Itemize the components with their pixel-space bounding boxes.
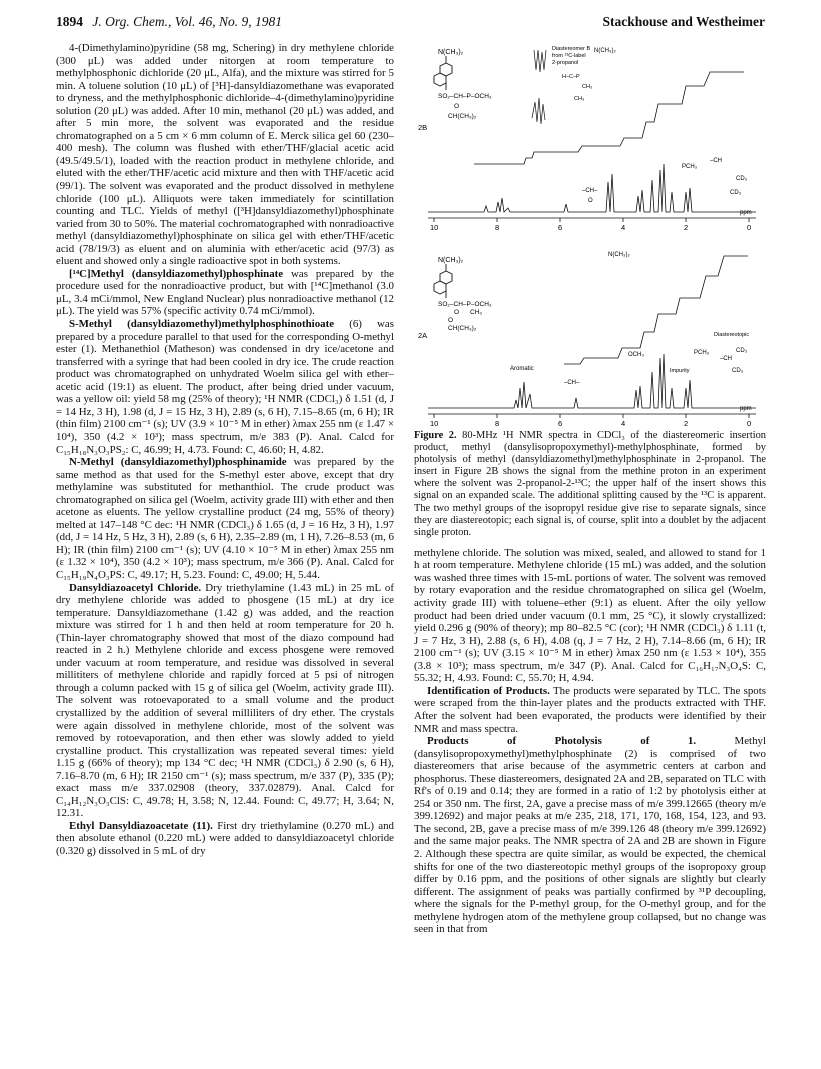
peak-label: OCH₃ [628,352,644,358]
insert-13c [532,46,616,124]
run-in-title: [¹⁴C]Methyl (dansyldiazomethyl)phosphinate [69,267,284,280]
paragraph-text: was prepared by the procedure used for the nonradioactive product, but with [¹⁴C]methanol (3.0 μL, 3.4 mCi/mmol, New England Nuclear) plus nonradioactive methanol (12 μL). The yield was 57% (specific activity 0.74 mCi/mmol). [56,267,394,318]
structure-label: SO₂–CH–P–OCH₃ [438,93,492,100]
peak-label: Impurity [670,368,690,374]
page-header [56,14,765,34]
peak-label: O [588,198,593,204]
peak-label: CD₃ [736,348,748,354]
structure-label: O [454,309,460,316]
structure-label: N(CH₃)₂ [438,49,464,56]
peak-label: –CH– [564,380,580,386]
integral-curve [564,256,748,364]
header-authors: Stackhouse and Westheimer [602,14,765,29]
paragraph-text: was prepared by the same method as that used for the S-methyl ester above, except that dry methylamine was substituted for methanthiol. The crude product was chromatographed on silica gel (Woelm, activity grade III) with ether and then acetone as eluents. The yellow crystalline product (24 mg, 55% of theory) melted at 147–148 °C dec: ¹H NMR (CDCl₃) δ 1.65 (d, J = 16 Hz, 3 H), 1.97 (dd, J = 14 Hz, 5 Hz, 3 H), 2.89 (s, 6 H), 2.35–2.89 (m, 1 H), 7.26–8.53 (m, 6 H); IR (thin film) 2100 cm⁻¹ (s); UV (4.10 × 10⁻⁵ M in ether) λmax 255 nm (ε 1.32 × 10⁴), 350 (4.2 × 10³); mass spectrum, m/e 366 (P). Anal. Calcd for C₁₅H₁₉N₄O₃PS: C, 49.17; H, 5.23. Found: C, 49.00; H, 5.44. [56,456,394,581]
tick-label: 10 [430,223,439,232]
insert-caption: 2-propanol [552,60,579,66]
panel-2a [418,252,756,426]
paragraph [414,547,766,685]
peak-label: –CH– [582,188,598,194]
paragraph-text: First dry triethylamine (0.270 mL) and then absolute ethanol (0.220 mL) were added to dansyldiazoacetyl chloride (0.320 g) dissolved in 5 mL of dry [56,819,394,857]
nmr-spectra-svg [414,42,766,426]
left-column [56,42,394,858]
paragraph [56,268,394,318]
caption-text: 80-MHz ¹H NMR spectra in CDCl₃ of the diastereomeric insertion product, methyl (dansylisopropoxymethyl)-methylphosphinate, formed by photolysis of methyl (dansyldiazomethyl)methylphosphinate in 2-propanol. The insert in Figure 2B shows the signal from the methine proton in an experiment where the solvent was 2-propanol-2-¹³C; the upper half of the insert shows this signal on an expanded scale. The additional splitting caused by the ¹³C is apparent. The two methyl groups of the isopropyl residue give rise to separate signals, since they are diastereotopic; each signal is, of course, split into a doublet by the adjacent single proton. [414,430,766,538]
integral-curve [474,72,744,164]
tick-label: 8 [495,223,500,232]
panel-label: 2A [418,331,428,340]
paragraph [56,456,394,581]
structure-label: CH(CH₃)₂ [448,325,477,332]
insert-trace [534,50,546,72]
tick-label: 10 [430,419,439,426]
peak-label: CD₃ [736,176,748,182]
naphthalene-ring [434,73,446,86]
insert-fragment: H–C–P [562,74,580,80]
paragraph [56,318,394,456]
peak-label: CD₃ [730,190,742,196]
tick-label: 2 [684,223,689,232]
paragraph-text: The products were separated by TLC. The spots were scraped from the thin-layer plates and the products extracted with THF. After the solvent had been evaporated, the products were identified by their NMR and mass spectra. [414,684,766,735]
structure-label: O [454,103,460,110]
insert-trace [532,98,545,124]
section-heading: Products of Photolysis of 1. [427,735,697,748]
paragraph [56,42,394,268]
structure-label: N(CH₃)₂ [594,48,616,54]
axis-label: ppm [740,210,752,216]
paragraph [56,820,394,858]
naphthalene-ring [434,281,446,294]
caption-label: Figure 2. [414,430,457,441]
peak-label: CD₃ [732,368,744,374]
peak-label: N(CH₃)₂ [608,252,630,258]
tick-label: 6 [558,223,563,232]
insert-fragment: CH₃ [574,96,585,102]
insert-caption: from ¹³C-label [552,53,586,59]
run-in-title: S-Methyl (dansyldiazomethyl)methylphosphinothioate [69,318,335,331]
paragraph [414,685,766,735]
run-in-title: Ethyl Dansyldiazoacetate (11). [69,819,213,832]
structure-label: CH(CH₃)₂ [448,113,477,120]
panel-label: 2B [418,123,428,132]
header-citation [56,14,282,30]
tick-label: 8 [495,419,500,426]
axis-ticks [434,414,749,418]
section-heading: Identification of Products. [427,684,550,697]
tick-label: 0 [747,223,752,232]
insert-fragment: CH₃ [582,84,593,90]
peak-label: PCH₃ [694,350,710,356]
run-in-title: N-Methyl (dansyldiazomethyl)phosphinamide [69,456,287,469]
paragraph-text: Dry triethylamine (1.43 mL) in 25 mL of dry methylene chloride was added to phosgene (15 mL) at dry ice temperature. Dansyldiazomethane (1.42 g) was added, and the reaction mixture was stirred for 1 h and then held at room temperature for 20 h. (Thin-layer chromatography showed that most of the diazo compound had reacted in 2 h.) Methylene chloride and excess phosgene were removed under vacuum at room temperature, and residue was dissolved in several millititers of methylene chloride and rapidly forced at 5 psi of nitrogen through a column packed with 15 g of silica gel (Woelm, activity grade III). The solvent was rotoevaporated to a small volume and the product crystallized by the addition of several milliliters of dry ether. The crystals were again dissolved in methylene chloride, most of the solvent was removed by rotoevaporation, and then ether was slowly added to yield crystalline product. This crystallization was repeated several times: yield 1.15 g (66% of theory); mp 134 °C dec; ¹H NMR (CDCl₃) δ 2.90 (s, 6 H), 7.16–8.70 (m, 6 H); IR 2150 cm⁻¹ (s); mass spectrum, m/e 337 (P), 335 (P); exact mass m/e 337.02908 (theory, 337.02879). Anal. Calcd for C₁₄H₁₂N₃O₃ClS: C, 49.78; H, 3.58; N, 12.44. Found: C, 49.77; H, 3.64; N, 12.31. [56,581,394,820]
insert-caption: Diastereomer B [552,46,591,52]
run-in-title: Dansyldiazoacetyl Chloride. [69,581,202,594]
paragraph-text: Methyl (dansylisopropoxymethyl)methylphosphinate (2) is comprised of two diastereomers that arise because of the asymmetric centers at carbon and phosphorus. These diastereomers, designated 2A and 2B, separated on TLC with Rf's of 0.19 and 0.14; they are formed in a ratio of 1:2 by photolysis either at 254 or 350 nm. The first, 2A, gave a precise mass of m/e 399.12665 (theory m/e 399.12692) and major peaks at m/e 235, 218, 171, 170, 168, 154, 123, and 93. The second, 2B, gave a precise mass of m/e 399.126 48 (theory m/e 399.12692) and the same major peaks. The NMR spectra of 2A and 2B are shown in Figure 2. Although these spectra are quite similar, as would be expected, the chemical shifts for one of the two diastereotopic methyl groups of the isopropoxy group differ by 0.16 ppm, and the positions of other signals are slightly but clearly different. The assignment of peaks was partially confirmed by ³¹P decoupling, where the signals for the P-methyl group, for the O-methyl group, and for the methylene hydrogen atom of the methylene group collapsed, but no change was seen in that from [414,735,767,936]
axis-label: ppm [740,406,752,412]
paragraph [414,735,766,936]
structure-label: O [448,317,454,324]
peak-label: Aromatic [510,366,534,372]
right-column-text [414,547,766,936]
tick-label: 4 [621,419,626,426]
panel-2b [418,46,756,232]
peak-label: –CH [710,158,723,164]
right-column [414,42,766,936]
tick-label: 4 [621,223,626,232]
axis-ticks [434,218,749,222]
paragraph-text: (6) was prepared by a procedure parallel to that used for the corresponding O-methyl ester (1). Methanethiol (Matheson) was condensed in dry ice/acetone and transferred with a syringe that had been cooled in dry ice. The crude reaction product was chromatographed on unhydrated Woelm silica gel with ether–acetic acid (19:1) as eluent. The product, after being dried under vacuum, was a yellow oil: yield 58 mg (25% of theory); ¹H NMR (CDCl₃) δ 1.51 (d, J = 14 Hz, 3 H), 1.98 (d, J = 15 Hz, 3 H), 2.89 (s, 6 H), 7.15–8.65 (m, 6 H); IR (thin film) 2100 cm⁻¹ (s); UV (3.9 × 10⁻⁵ M in ether) λmax 255 nm (ε 1.47 × 10⁴), 350 (4.2 × 10³); mass spectrum, m/e 383 (P). Anal. Calcd for C₁₅H₁₈N₃O₃PS₂: C, 46.99; H, 4.73. Found: C, 46.60; H, 4.82. [56,318,394,456]
tick-label: 6 [558,419,563,426]
spectrum-trace [428,354,756,408]
peak-label: –CH [720,356,733,362]
peak-label: Diastereotopic [714,332,750,338]
peak-label: PCH₃ [682,164,698,170]
paragraph-text: 4-(Dimethylamino)pyridine (58 mg, Schering) in dry methylene chloride (300 μL) was added under nitorgen at room temperature to methylphosphonic dichloride (20 μL, Alfa), and the mixture was stirred for 5 min. A toluene solution (10 μL) of [³H]-dansyldiazomethane was evaporated to dryness, and the methylphosphonic dichloride–4-(dimethylamino)pyridine solution (20 μL) was added. After 10 min, methanol (20 μL) was added, and after 5 min more, the solvent was evaporated and the residue chromatographed on a 5 cm × 6 mm column of E. Merck silica gel 60 (230–400 mesh). The column was flushed with ether/THF/glacial acetic acid (49.5/49.5/1), loaded with the reaction product in methylene chloride, and eluted with the ether/THF/acetic acid mixture and then with THF/acetic acid (99/1). The solvent was evaporated and the product dissolved in methylene chloride (100 μL). Alliquots were taken immediately for scintillation counting and TLC. Yields of methyl ([³H]dansyldiazomethyl)phosphinate varied from 30 to 50%. The material cochromatographed with nonradioactive methyl (dansyldiazomethyl)phosphinate on silica gel with ether/THF/acetic acid (78/19/3) as eluent and on aluminia with ether/acetic acid (97/3) as eluent and showed only a single radioactive spot in both systems. [56,42,394,268]
page-number: 1894 [56,14,83,29]
structure-label: N(CH₃)₂ [438,257,464,264]
journal-name: J. Org. Chem., Vol. 46, No. 9, 1981 [92,14,282,29]
paragraph-text: methylene chloride. The solution was mixed, sealed, and allowed to stand for 1 h at room temperature. Methylene chloride (15 mL) was added, and the solution was washed three times with 15-mL portions of water. The solvent was removed by rotary evaporation and the residue chromatographed on silica gel (Woelm, activity grade III) with toluene–ether (9:1) as eluent. After the oily yellow product had been dried under vacuum (0.1 mm, 25 °C), it slowly crystallized: yield 0.296 g (90% of theory); mp 80–82.5 °C (cor); ¹H NMR (CDCl₃) δ 1.11 (t, J = 7 Hz, 3 H), 2.88 (s, 6 H), 4.08 (q, J = 7 Hz, 2 H), 7.14–8.66 (m, 6 H); IR 2100 cm⁻¹ (s); UV (3.15 × 10⁻⁵ M in ether) λmax 250 nm (ε 1.53 × 10⁴), 355 (3.8 × 10³); mass spectrum, m/e 347 (P). Anal. Calcd for C₁₆H₁₇N₃O₄S: C, 55.32; H, 4.93. Found: C, 55.70; H, 4.94. [414,546,766,685]
paragraph [56,582,394,820]
structure-label: CH₃ [470,309,483,316]
figure-2-nmr-spectra [414,42,766,426]
figure-caption [414,430,766,539]
structure-label: SO₂–CH–P–OCH₃ [438,301,492,308]
tick-label: 0 [747,419,752,426]
tick-label: 2 [684,419,689,426]
